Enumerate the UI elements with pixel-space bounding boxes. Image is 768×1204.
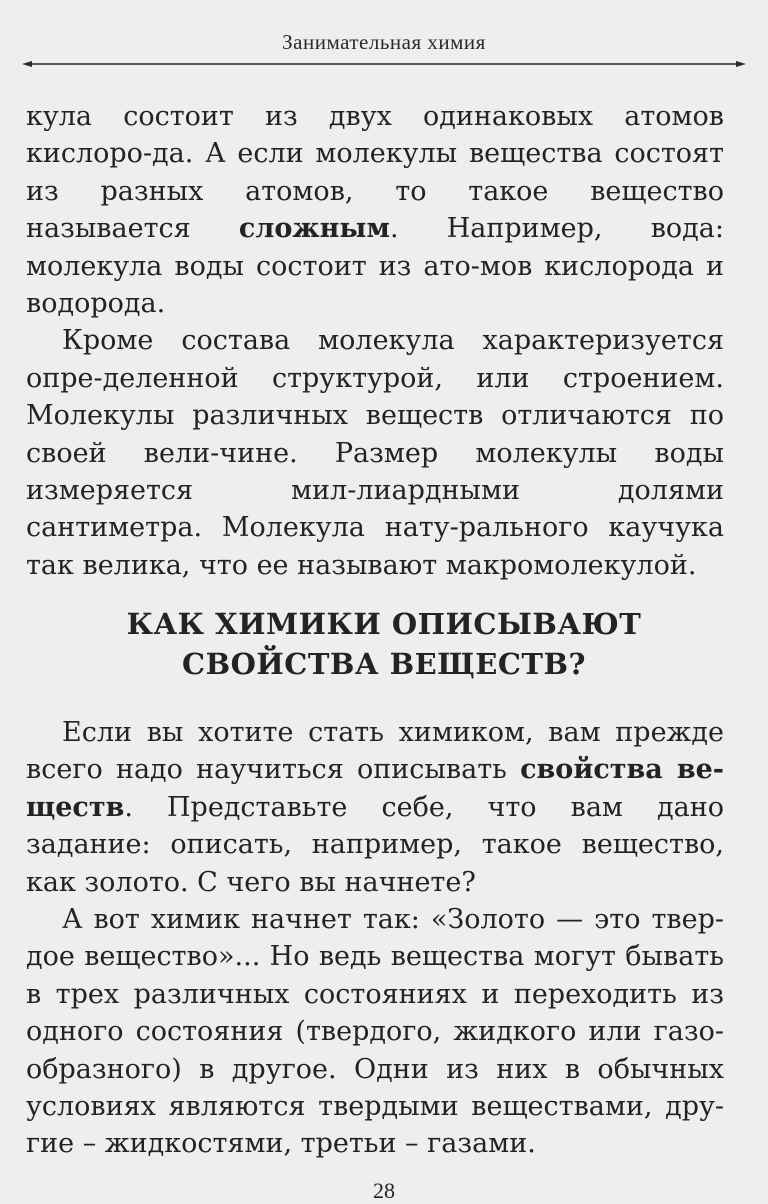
- page-number: 28: [373, 1178, 395, 1203]
- running-head: Занимательная химия: [282, 30, 486, 54]
- section-heading-line-1: КАК ХИМИКИ ОПИСЫВАЮТ: [126, 607, 642, 641]
- paragraph-2: Кроме состава молекула характеризуется опре-деленной структурой, или строением. Молекулы различных веществ отличаются по своей вели-чине. Размер молекулы воды измеряется мил-лиардными долями сантиметра. Молекула нату-рального каучука так велика, что ее называют макромолекулой.: [26, 325, 724, 581]
- paragraph-3-text-a: Если вы хотите стать химиком, вам прежде всего надо научиться описывать: [26, 717, 724, 786]
- paragraph-1-text-b: . Например, вода: молекула воды состоит из ато-мов кислорода и водорода.: [26, 213, 724, 320]
- paragraph-3: [26, 714, 724, 901]
- section-heading: [0, 604, 768, 684]
- text-block-bottom: [26, 714, 724, 1163]
- paragraph-3-text-b: . Представьте себе, что вам дано задание: описать, например, такое вещество, как золото. С чего вы начнете?: [26, 791, 724, 898]
- paragraph-4: А вот химик начнет так: «Золото — это твер-дое вещество»... Но ведь вещества могут бывать в трех различных состояниях и переходить из одного состояния (твердого, жидкого или газо-образного) в другое. Одни из них в обычных условиях являются твердыми веществами, дру-гие – жидкостями, третьи – газами.: [26, 904, 724, 1160]
- paragraph-1: [26, 98, 724, 322]
- text-block-top: [26, 98, 724, 584]
- section-heading-line-2: СВОЙСТВА ВЕЩЕСТВ?: [181, 647, 587, 681]
- header-rule: [22, 60, 746, 68]
- term-properties: свойства ве-ществ: [26, 754, 724, 823]
- term-complex: сложным: [238, 213, 390, 245]
- paragraph-1-text-a: кула состоит из двух одинаковых атомов кислоро-да. А если молекулы вещества состоят из разных атомов, то такое вещество называется: [26, 101, 724, 245]
